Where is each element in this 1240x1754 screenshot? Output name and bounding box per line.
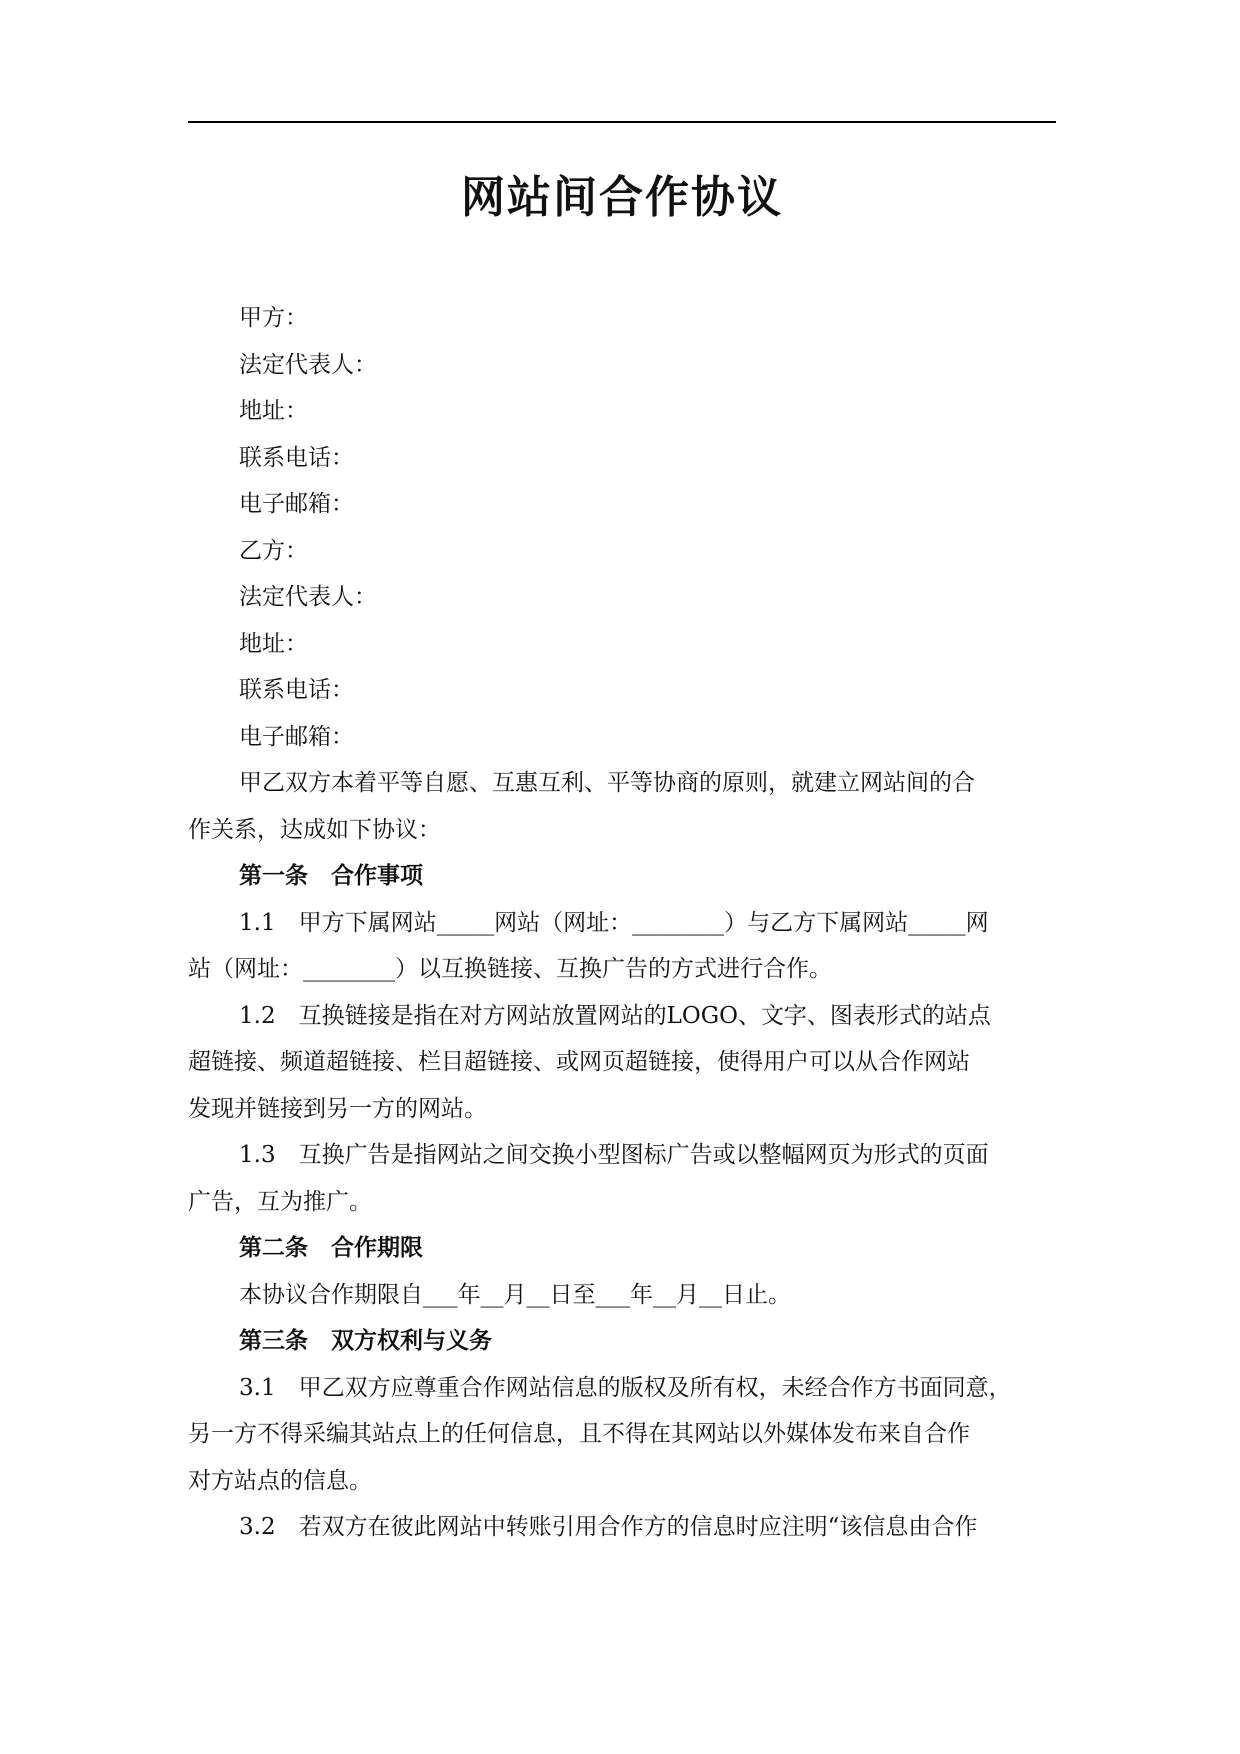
text-line: 1.1 甲方下属网站_____网站（网址：________）与乙方下属网站_____网 <box>239 909 989 936</box>
text-line: 地址： <box>239 630 308 657</box>
text-line: 1.2 互换链接是指在对方网站放置网站的LOGO、文字、图表形式的站点 <box>239 1002 991 1029</box>
text-line: 3.2 若双方在彼此网站中转账引用合作方的信息时应注明“该信息由合作 <box>239 1514 978 1540</box>
text-line: 甲乙双方本着平等自愿、互惠互利、平等协商的原则，就建立网站间的合 <box>239 770 975 796</box>
header-rule <box>188 121 1056 123</box>
section-heading: 第二条 合作期限 <box>239 1235 423 1261</box>
text-line: 站（网址：________）以互换链接、互换广告的方式进行合作。 <box>188 956 832 982</box>
text-line: 地址： <box>239 398 308 424</box>
text-line: 联系电话： <box>239 677 354 703</box>
text-line: 广告，互为推广。 <box>188 1188 372 1215</box>
text-line: 超链接、频道超链接、栏目超链接、或网页超链接，使得用户可以从合作网站 <box>188 1049 970 1075</box>
section-heading: 第一条 合作事项 <box>239 863 423 889</box>
text-line: 对方站点的信息。 <box>188 1467 372 1494</box>
text-line: 本协议合作期限自___年__月__日至___年__月__日止。 <box>239 1281 791 1308</box>
text-line: 电子邮箱： <box>239 491 354 517</box>
text-line: 另一方不得采编其站点上的任何信息，且不得在其网站以外媒体发布来自合作 <box>188 1421 970 1447</box>
document-body <box>188 295 1056 1551</box>
text-line: 1.3 互换广告是指网站之间交换小型图标广告或以整幅网页为形式的页面 <box>239 1142 989 1168</box>
text-line: 法定代表人： <box>239 351 377 378</box>
text-line: 联系电话： <box>239 444 354 471</box>
text-line: 作关系，达成如下协议： <box>188 816 441 843</box>
text-line: 3.1 甲乙双方应尊重合作网站信息的版权及所有权，未经合作方书面同意， <box>239 1374 1012 1401</box>
document-title: 网站间合作协议 <box>461 172 783 223</box>
section-heading: 第三条 双方权利与义务 <box>239 1328 492 1354</box>
text-line: 法定代表人： <box>239 584 377 610</box>
text-line: 乙方： <box>239 537 308 564</box>
text-line: 发现并链接到另一方的网站。 <box>188 1095 487 1122</box>
text-line: 甲方： <box>239 305 308 331</box>
text-line: 电子邮箱： <box>239 723 354 750</box>
